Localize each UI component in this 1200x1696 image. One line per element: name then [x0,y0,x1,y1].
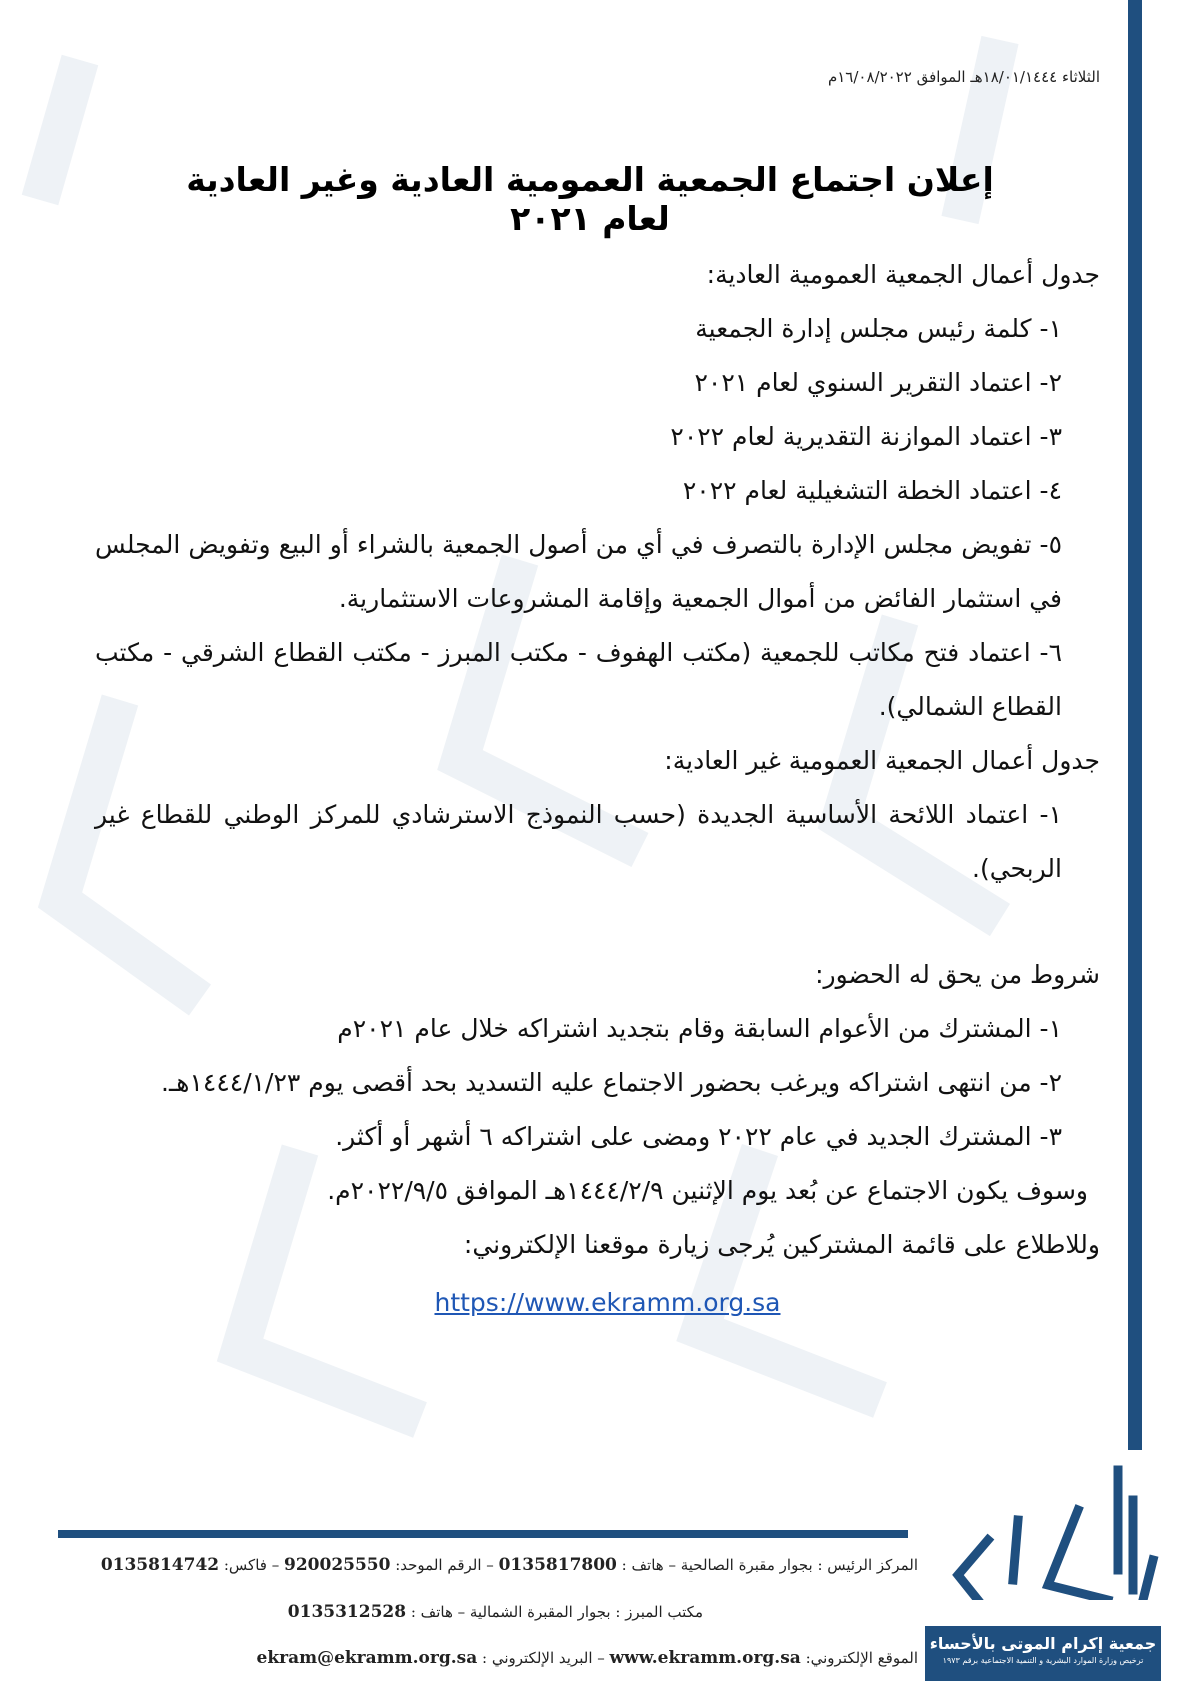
website-link[interactable]: https://www.ekramm.org.sa [434,1288,781,1317]
page-title: إعلان اجتماع الجمعية العمومية العادية وغير العادية لعام ٢٠٢١ [186,160,994,238]
meeting-note: وسوف يكون الاجتماع عن بُعد يوم الإثنين ١٤٤٤/٢/٩هـ الموافق ٢٠٢٢/٩/٥م. [327,1176,1088,1205]
ordinary-agenda-heading: جدول أعمال الجمعية العمومية العادية: [706,260,1100,289]
right-border-bar [1128,0,1142,1450]
logo-name: جمعية إكرام الموتى بالأحساء [929,1634,1157,1653]
logo-subtitle: ترخيص وزارة الموارد البشرية و التنمية الاجتماعية برقم ١٩٧٣ [942,1656,1144,1665]
unified-number: 920025550 [284,1555,391,1575]
condition-item-3: ٣- المشترك الجديد في عام ٢٠٢٢ ومضى على اشتراكه ٦ أشهر أو أكثر. [335,1122,1062,1151]
web-label: الموقع الإلكتروني: [800,1649,918,1667]
footer-mubarraz-office [58,1602,918,1622]
ordinary-item-2: ٢- اعتماد التقرير السنوي لعام ٢٠٢١ [694,368,1062,397]
footer-website[interactable]: www.ekramm.org.sa [609,1648,801,1668]
fax-number: 0135814742 [100,1555,220,1575]
main-office-label: المركز الرئيس : بجوار مقبرة الصالحية – هاتف : [621,1556,918,1574]
extraordinary-agenda-heading: جدول أعمال الجمعية العمومية غير العادية: [664,746,1100,775]
list-note: وللاطلاع على قائمة المشتركين يُرجى زيارة موقعنا الإلكتروني: [463,1230,1100,1259]
main-phone: 0135817800 [498,1555,617,1575]
mubarraz-label: مكتب المبرز : بجوار المقبرة الشمالية – هاتف : [406,1603,703,1621]
ordinary-item-5: ٥- تفويض مجلس الإدارة بالتصرف في أي من أصول الجمعية بالشراء أو البيع وتفويض المجلس في استثمار الفائض من أموال الجمعية وإقامة المشروعات الاستثمارية. [95,530,1062,613]
ordinary-item-4: ٤- اعتماد الخطة التشغيلية لعام ٢٠٢٢ [682,476,1062,505]
date-line: الثلاثاء ١٨/٠١/١٤٤٤هـ الموافق ١٦/٠٨/٢٠٢٢م [827,68,1100,86]
mubarraz-phone: 0135312528 [287,1602,407,1622]
footer-web [58,1648,918,1668]
document-body [95,248,1100,1330]
ordinary-item-1: ١- كلمة رئيس مجلس إدارة الجمعية [695,314,1062,343]
footer-email[interactable]: ekram@ekramm.org.sa [256,1648,478,1668]
unified-label: – الرقم الموحد: [390,1556,494,1574]
condition-item-1: ١- المشترك من الأعوام السابقة وقام بتجديد اشتراكه خلال عام ٢٠٢١م [337,1014,1062,1043]
email-label: – البريد الإلكتروني : [477,1649,605,1667]
condition-item-2: ٢- من انتهى اشتراكه ويرغب بحضور الاجتماع عليه التسديد بحد أقصى يوم ١٤٤٤/١/٢٣هـ. [161,1068,1062,1097]
ordinary-item-6: ٦- اعتماد فتح مكاتب للجمعية (مكتب الهفوف - مكتب المبرز - مكتب القطاع الشرقي - مكتب القطاع الشمالي). [95,638,1062,721]
ekram-logo-icon [918,1450,1168,1600]
conditions-heading: شروط من يحق له الحضور: [815,960,1100,989]
footer-main-office [58,1555,918,1575]
fax-label: – فاكس: [219,1556,280,1574]
footer-divider [58,1530,908,1538]
logo-band [925,1626,1161,1681]
ordinary-item-3: ٣- اعتماد الموازنة التقديرية لعام ٢٠٢٢ [670,422,1062,451]
extraordinary-item-1: ١- اعتماد اللائحة الأساسية الجديدة (حسب النموذج الاسترشادي للمركز الوطني للقطاع غير الربحي). [95,800,1062,883]
